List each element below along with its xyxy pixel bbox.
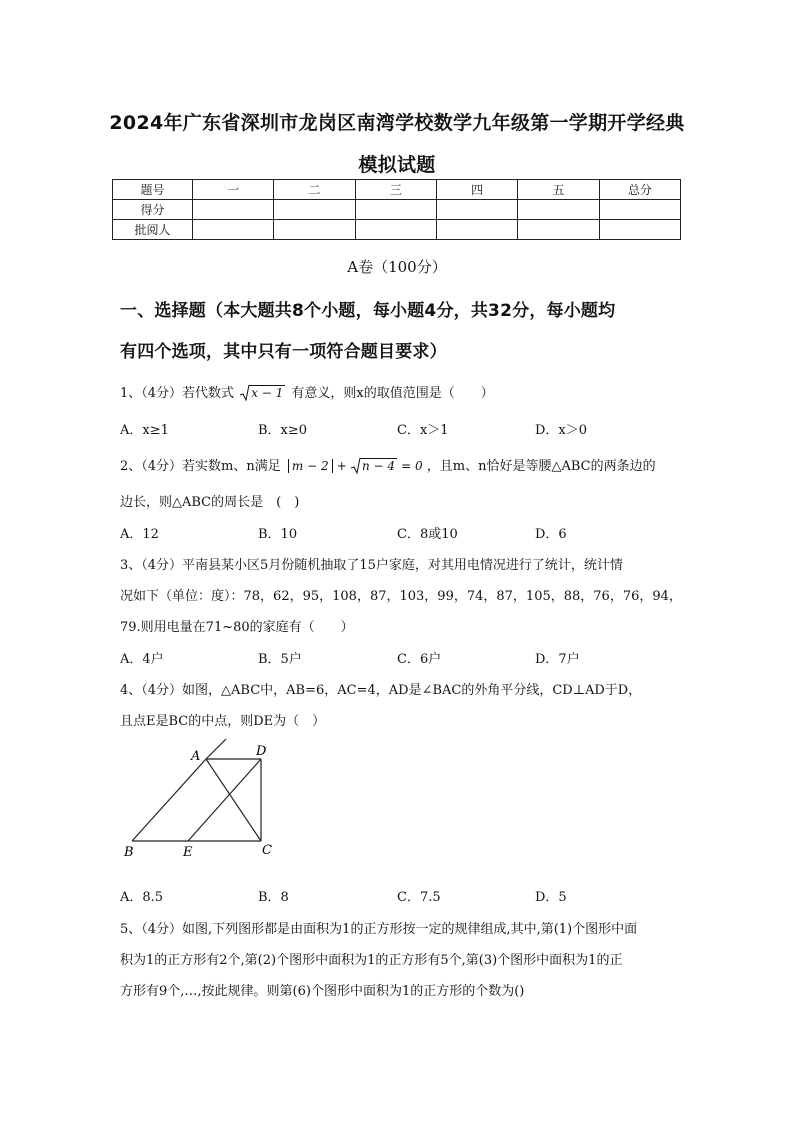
score-table-header-cell: 题号: [113, 180, 193, 200]
question-2-text-post: ，且m、n恰好是等腰△ABC的两条边的: [426, 459, 656, 474]
exam-title-line1: 2024年广东省深圳市龙岗区南湾学校数学九年级第一学期开学经典: [109, 112, 685, 134]
point-label-d: D: [256, 744, 267, 759]
question-3-line3: 79.则用电量在71~80的家庭有（ ）: [120, 620, 354, 635]
score-cell[interactable]: [193, 200, 274, 220]
question-1: [120, 382, 494, 401]
point-label-b: B: [124, 845, 134, 860]
q3-option-c[interactable]: C．6户: [397, 652, 442, 667]
q3-option-b[interactable]: B．5户: [258, 652, 302, 667]
question-2: [120, 455, 656, 474]
grader-cell[interactable]: [518, 220, 599, 240]
question-2-line2: 边长，则△ABC的周长是 ( ): [120, 495, 300, 510]
grader-cell[interactable]: [436, 220, 517, 240]
q2-option-c[interactable]: C．8或10: [397, 527, 458, 542]
q1-option-b[interactable]: B．x≥0: [258, 423, 308, 438]
q2-option-a[interactable]: A．12: [120, 527, 159, 542]
question-2-text-pre: 2、（4分）若实数m、n满足: [120, 459, 281, 474]
score-table-header-cell: 一: [193, 180, 274, 200]
grader-row-label: 批阅人: [113, 220, 193, 240]
radical-expression: [240, 386, 285, 401]
point-label-e: E: [183, 845, 193, 860]
grader-cell[interactable]: [355, 220, 436, 240]
radical-expression: [351, 459, 397, 474]
score-table-header-cell: 四: [436, 180, 517, 200]
score-table: [112, 179, 681, 240]
radicand: n − 4: [361, 459, 395, 473]
score-cell[interactable]: [518, 200, 599, 220]
score-table-header-cell: 三: [355, 180, 436, 200]
q4-option-c[interactable]: C．7.5: [397, 890, 441, 905]
q2-option-b[interactable]: B．10: [258, 527, 298, 542]
segment-ac: [206, 759, 261, 841]
question-5-line3: 方形有9个,…,按此规律。则第(6)个图形中面积为1的正方形的个数为(): [120, 984, 525, 999]
question-5-line2: 积为1的正方形有2个,第(2)个图形中面积为1的正方形有5个,第(3)个图形中面积为1的正: [120, 953, 623, 968]
question-5-line1: 5、（4分）如图,下列图形都是由面积为1的正方形按一定的规律组成,其中,第(1)个图形中面: [120, 922, 638, 937]
question-4-line2: 且点E是BC的中点，则DE为（ ）: [120, 714, 326, 729]
equals-zero: = 0: [401, 459, 423, 473]
question-3-line1: 3、（4分）平南县某小区5月份随机抽取了15户家庭，对其用电情况进行了统计，统计情: [120, 558, 623, 573]
absolute-value-expression: m − 2: [288, 459, 333, 473]
bisector-extension-line: [206, 739, 226, 759]
score-table-header-row: [113, 180, 681, 200]
q4-option-b[interactable]: B．8: [258, 890, 289, 905]
plus-sign: +: [336, 459, 347, 473]
q4-option-d[interactable]: D．5: [535, 890, 567, 905]
point-label-c: C: [262, 843, 272, 858]
score-cell[interactable]: [355, 200, 436, 220]
score-cell[interactable]: [599, 200, 680, 220]
question-1-text-pre: 1、（4分）若代数式: [120, 386, 235, 401]
score-table-header-cell: 五: [518, 180, 599, 200]
question-3-line2: 况如下（单位：度）：78，62，95，108，87，103，99，74，87，105，88，76，76，94，: [120, 589, 682, 604]
segment-ab: [132, 759, 206, 841]
q4-option-a[interactable]: A．8.5: [120, 890, 164, 905]
grader-cell[interactable]: [599, 220, 680, 240]
grader-cell[interactable]: [274, 220, 355, 240]
score-cell[interactable]: [274, 200, 355, 220]
grader-cell[interactable]: [193, 220, 274, 240]
question-1-text-post: 有意义，则x的取值范围是（ ）: [291, 386, 494, 401]
q3-option-d[interactable]: D．7户: [535, 652, 580, 667]
part1-heading-line2: 有四个选项，其中只有一项符合题目要求）: [120, 342, 447, 362]
exam-title-line2: 模拟试题: [358, 154, 436, 176]
score-cell[interactable]: [436, 200, 517, 220]
q3-option-a[interactable]: A．4户: [120, 652, 164, 667]
score-table-header-cell: 二: [274, 180, 355, 200]
segment-de: [188, 759, 261, 841]
question-4-line1: 4、（4分）如图，△ABC中，AB=6，AC=4，AD是∠BAC的外角平分线，CD⊥AD于D，: [120, 683, 642, 698]
radical-sign-icon: [351, 457, 361, 475]
point-label-a: A: [191, 749, 201, 764]
score-table-row: [113, 200, 681, 220]
q1-option-a[interactable]: A．x≥1: [120, 423, 169, 438]
radicand: x − 1: [251, 386, 284, 400]
geometry-figure: [110, 730, 290, 865]
score-row-label: 得分: [113, 200, 193, 220]
part1-heading-line1: 一、选择题（本大题共8个小题，每小题4分，共32分，每小题均: [120, 301, 616, 321]
q2-option-d[interactable]: D．6: [535, 527, 567, 542]
score-table-row: [113, 220, 681, 240]
q1-option-c[interactable]: C．x＞1: [397, 423, 449, 438]
q1-option-d[interactable]: D．x＞0: [535, 423, 588, 438]
section-a-title: A卷（100分）: [347, 258, 447, 276]
radical-sign-icon: [240, 384, 250, 402]
score-table-header-cell: 总分: [599, 180, 680, 200]
